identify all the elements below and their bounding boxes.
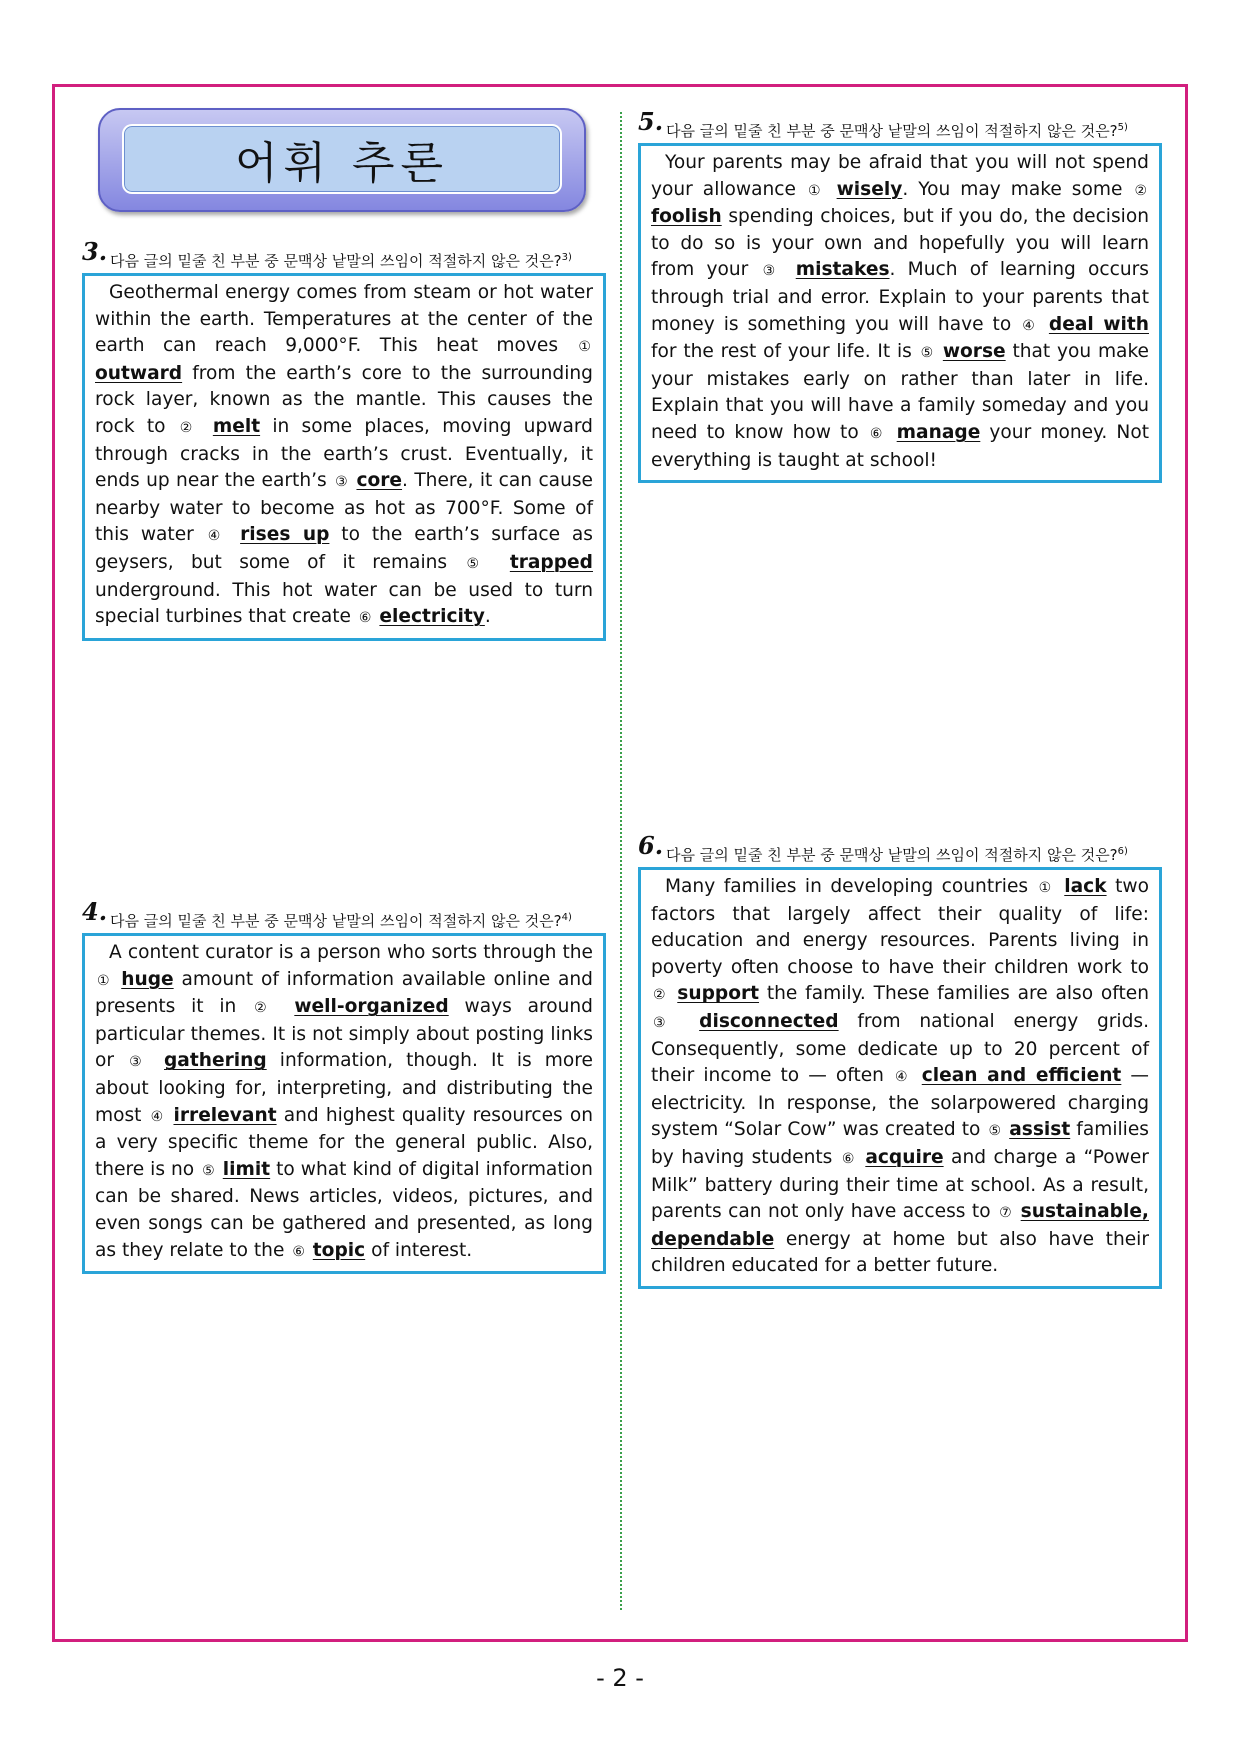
choice-marker: ③ — [762, 263, 782, 280]
underlined-word: huge — [121, 968, 174, 990]
passage-segment: underground. This hot water can be used to turn special turbines that create — [95, 579, 593, 628]
underlined-word: worse — [942, 341, 1006, 363]
choice-marker: ⑤ — [466, 555, 491, 572]
passage-segment: . You may make some — [902, 178, 1123, 200]
passage-segment: of interest. — [371, 1239, 473, 1261]
underlined-word: limit — [222, 1158, 271, 1180]
passage-segment: . There, it can cause nearby water to become as hot as 700°F. Some of this water — [95, 470, 593, 546]
choice-marker: ④ — [1022, 317, 1038, 334]
passage-segment: . — [484, 606, 491, 628]
passage-segment: and charge a “Power Milk” battery during their time at school. As a result, parents can not only have access to — [651, 1146, 1149, 1223]
section-title-banner — [98, 108, 586, 212]
underlined-word: sustainable, dependable — [651, 1201, 1149, 1250]
choice-marker: ③ — [653, 1014, 679, 1031]
choice-marker: ③ — [129, 1054, 149, 1071]
question-number: 6. — [638, 831, 664, 860]
passage-box — [82, 273, 606, 641]
underlined-word: melt — [212, 415, 261, 437]
choice-marker: ② — [179, 419, 199, 436]
question-header — [82, 237, 606, 271]
passage-text — [95, 280, 593, 632]
underlined-word: core — [356, 470, 403, 492]
question-prompt: 다음 글의 밑줄 친 부분 중 문맥상 낱말의 쓰임이 적절하지 않은 것은? — [110, 912, 562, 930]
choice-marker: ② — [1134, 182, 1147, 199]
passage-segment: Your parents may be afraid that you will not spend your allowance — [651, 152, 1149, 200]
passage-segment: from the earth’s core to the surrounding rock layer, known as the mantle. This causes the rock to — [95, 362, 593, 437]
footnote-ref: 5) — [1117, 122, 1128, 133]
passage-segment: the family. These families are also often — [766, 983, 1149, 1005]
passage-segment: Geothermal energy comes from steam or hot water within the earth. Temperatures at the center of the earth can reach 9,000°F. This heat moves — [95, 282, 593, 357]
underlined-word: acquire — [865, 1146, 944, 1168]
underlined-word: gathering — [164, 1050, 267, 1072]
choice-marker: ⑤ — [988, 1123, 1002, 1140]
passage-segment: your money. Not everything is taught at school! — [651, 421, 1149, 471]
choice-marker: ⑥ — [292, 1243, 305, 1260]
choice-marker: ④ — [150, 1108, 165, 1125]
underlined-word: support — [677, 983, 760, 1005]
passage-segment: . Much of learning occurs through trial and error. Explain to your parents that money is something you will have to — [651, 259, 1149, 335]
passage-text — [651, 150, 1149, 474]
passage-segment: and highest quality resources on a very specific theme for the general public. Also, there is no — [95, 1104, 593, 1180]
passage-segment: to what kind of digital information can be shared. News articles, videos, pictures, and even songs can be gathered and presented, as long as they relate to the — [95, 1158, 593, 1261]
section-title: 어휘 추론 — [122, 124, 562, 194]
question-number: 5. — [638, 107, 664, 136]
choice-marker: ① — [578, 339, 591, 356]
question-header — [82, 897, 606, 931]
underlined-word: manage — [896, 421, 981, 443]
passage-segment: — electricity. In response, the solarpowered charging system “Solar Cow” was created to — [651, 1065, 1149, 1141]
underlined-word: outward — [95, 362, 183, 384]
underlined-word: electricity — [379, 606, 485, 628]
passage-segment: families by having students — [651, 1119, 1149, 1168]
choice-marker: ④ — [207, 528, 227, 545]
passage-text — [651, 874, 1149, 1280]
choice-marker: ④ — [895, 1069, 911, 1086]
underlined-word: disconnected — [699, 1010, 839, 1032]
choice-marker: ⑤ — [920, 345, 935, 362]
passage-segment: that you make your mistakes early on rather than later in life. Explain that you will have a family someday and you need to know how to — [651, 341, 1149, 443]
choice-marker: ⑦ — [999, 1205, 1013, 1222]
passage-text — [95, 940, 593, 1265]
passage-segment: from national energy grids. Consequently, some dedicate up to 20 percent of their income to — often — [651, 1010, 1149, 1087]
question-number: 3. — [82, 237, 108, 266]
choice-marker: ⑥ — [841, 1150, 856, 1167]
choice-marker: ⑤ — [202, 1162, 215, 1179]
underlined-word: rises up — [240, 524, 330, 546]
footnote-ref: 4) — [561, 912, 572, 923]
passage-box — [82, 933, 606, 1274]
underlined-word: clean and efficient — [921, 1065, 1122, 1087]
underlined-word: trapped — [509, 551, 593, 573]
passage-segment: amount of information available online and presents it in — [95, 968, 593, 1018]
column-divider — [620, 112, 622, 1610]
footnote-ref: 3) — [561, 252, 572, 263]
question-6 — [638, 831, 1162, 1289]
underlined-word: topic — [312, 1239, 366, 1261]
passage-box — [638, 143, 1162, 483]
passage-segment: for the rest of your life. It is — [651, 341, 912, 363]
choice-marker: ③ — [335, 474, 349, 491]
passage-segment: A content curator is a person who sorts through the — [109, 942, 593, 963]
question-3 — [82, 237, 606, 641]
passage-segment: ways around particular themes. It is not simply about posting links or — [95, 996, 593, 1072]
choice-marker: ⑥ — [869, 425, 886, 442]
passage-box — [638, 867, 1162, 1289]
choice-marker: ① — [97, 972, 112, 989]
passage-segment: information, though. It is more about looking for, interpreting, and distributing the most — [95, 1050, 593, 1126]
question-prompt: 다음 글의 밑줄 친 부분 중 문맥상 낱말의 쓰임이 적절하지 않은 것은? — [110, 252, 562, 270]
underlined-word: foolish — [651, 206, 722, 228]
question-5 — [638, 107, 1162, 483]
passage-segment: energy at home but also have their children educated for a better future. — [651, 1228, 1149, 1277]
page-number: - 2 - — [596, 1664, 644, 1692]
question-number: 4. — [82, 897, 108, 926]
passage-segment: to the earth’s surface as geysers, but some of it remains — [95, 524, 593, 573]
choice-marker: ① — [807, 182, 825, 199]
underlined-word: assist — [1009, 1119, 1071, 1141]
question-header — [638, 831, 1162, 865]
choice-marker: ⑥ — [358, 610, 372, 627]
question-header — [638, 107, 1162, 141]
underlined-word: mistakes — [795, 259, 890, 281]
underlined-word: lack — [1064, 876, 1107, 897]
choice-marker: ② — [254, 1000, 277, 1017]
passage-segment: in some places, moving upward through cracks in the earth’s crust. Eventually, it ends up near the earth’s — [95, 415, 593, 492]
passage-segment: spending choices, but if you do, the decision to do so is your own and hopefully you will learn from your — [651, 206, 1149, 281]
question-4 — [82, 897, 606, 1274]
underlined-word: irrelevant — [173, 1104, 277, 1126]
footnote-ref: 6) — [1117, 846, 1128, 857]
passage-segment: Many families in developing countries — [665, 876, 1029, 897]
underlined-word: well-organized — [294, 996, 449, 1018]
question-prompt: 다음 글의 밑줄 친 부분 중 문맥상 낱말의 쓰임이 적절하지 않은 것은? — [666, 122, 1118, 140]
underlined-word: wisely — [836, 178, 903, 200]
passage-segment: two factors that largely affect their quality of life: education and energy resources. Parents living in poverty often choose to have their children work to — [651, 876, 1149, 978]
choice-marker: ② — [653, 987, 668, 1004]
question-prompt: 다음 글의 밑줄 친 부분 중 문맥상 낱말의 쓰임이 적절하지 않은 것은? — [666, 846, 1118, 864]
underlined-word: deal with — [1048, 313, 1149, 335]
choice-marker: ① — [1038, 880, 1054, 896]
